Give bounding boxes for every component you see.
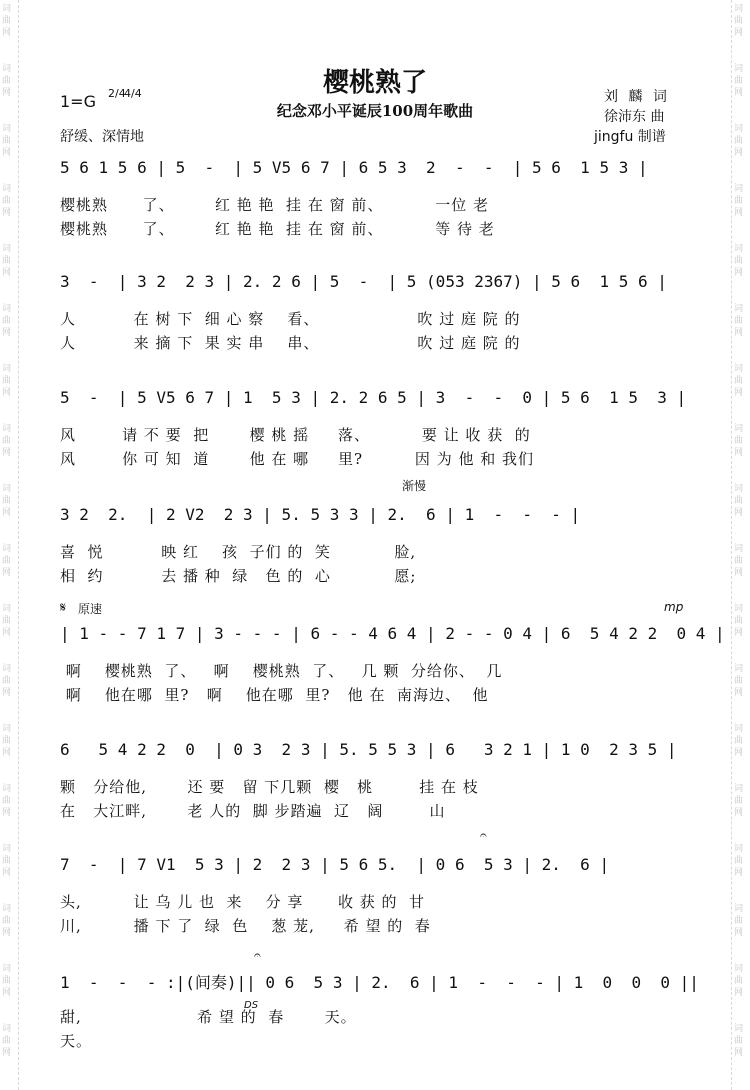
watermark-char: 词 [2, 784, 12, 794]
lyrics-verse1-line-6: 颗 分给他, 还 要 留 下几颗 樱 桃 挂 在 枝 [60, 778, 479, 796]
watermark-char: 曲 [734, 1036, 744, 1046]
watermark-char: 网 [2, 208, 12, 218]
watermark-char: 词 [2, 424, 12, 434]
lyrics-verse1-line-5: 啊 樱桃熟 了、 啊 樱桃熟 了、 几 颗 分给你、 几 [60, 662, 503, 680]
watermark-char: 网 [734, 148, 744, 158]
watermark-char: 词 [2, 1024, 12, 1034]
watermark-char: 网 [734, 808, 744, 818]
watermark-column-left [0, 0, 19, 1090]
watermark-char: 词 [734, 424, 744, 434]
watermark-char: 曲 [734, 316, 744, 326]
watermark-char: 词 [734, 4, 744, 14]
lyrics-verse2-line-6: 在 大江畔, 老 人的 脚 步踏遍 辽 阔 山 [60, 802, 446, 820]
watermark-char: 网 [2, 628, 12, 638]
watermark-char: 词 [734, 844, 744, 854]
fermata-mark-2: 𝄐 [254, 948, 261, 962]
music-line-5: | 1 - - 7 1 7 | 3 - - - | 6 - - 4 6 4 | 2 - - 0 4 | 6 5 4 2 2 0 4 | [60, 624, 725, 643]
watermark-char: 网 [734, 1048, 744, 1058]
watermark-char: 曲 [734, 16, 744, 26]
watermark-char: 网 [734, 208, 744, 218]
watermark-char: 曲 [2, 616, 12, 626]
watermark-char: 词 [734, 184, 744, 194]
watermark-char: 曲 [734, 376, 744, 386]
watermark-char: 词 [734, 124, 744, 134]
watermark-char: 网 [734, 88, 744, 98]
watermark-char: 曲 [734, 76, 744, 86]
watermark-char: 词 [2, 724, 12, 734]
watermark-char: 词 [734, 64, 744, 74]
watermark-char: 网 [734, 448, 744, 458]
lyrics-verse2-line-7: 川, 播 下 了 绿 色 葱 茏, 希 望 的 春 [60, 917, 431, 935]
watermark-char: 曲 [734, 436, 744, 446]
watermark-char: 词 [2, 64, 12, 74]
watermark-char: 词 [2, 124, 12, 134]
music-line-8: 1 - - - :|(间奏)|| 0 6 5 3 | 2. 6 | 1 - - - | 1 0 0 0 || [60, 973, 699, 992]
watermark-char: 网 [2, 748, 12, 758]
composer-credit: 徐沛东 曲 [604, 109, 665, 125]
lyrics-verse2-line-2: 人 来 摘 下 果 实 串 串、 吹 过 庭 院 的 [60, 334, 521, 352]
music-line-7: 7 - | 7 V1 5 3 | 2 2 3 | 5 6 5. | 0 6 5 3 | 2. 6 | [60, 855, 610, 874]
watermark-char: 词 [734, 784, 744, 794]
watermark-char: 网 [734, 628, 744, 638]
lyrics-verse2-line-3: 风 你 可 知 道 他 在 哪 里? 因 为 他 和 我们 [60, 450, 534, 468]
watermark-char: 曲 [2, 736, 12, 746]
song-title: 樱桃熟了 [322, 68, 427, 98]
watermark-char: 网 [2, 928, 12, 938]
segno-mark: 𝄋 [60, 600, 67, 616]
watermark-char: 曲 [2, 976, 12, 986]
watermark-char: 网 [734, 508, 744, 518]
lyrics-verse1-line-4: 喜 悦 映 红 孩 子们 的 笑 脸, [60, 543, 417, 561]
lyrics-verse2-line-4: 相 约 去 播 种 绿 色 的 心 愿; [60, 567, 417, 585]
watermark-char: 曲 [2, 196, 12, 206]
watermark-char: 网 [2, 808, 12, 818]
watermark-char: 网 [2, 448, 12, 458]
watermark-char: 曲 [2, 496, 12, 506]
watermark-char: 词 [734, 964, 744, 974]
watermark-char: 曲 [2, 436, 12, 446]
watermark-char: 曲 [734, 796, 744, 806]
watermark-char: 词 [734, 304, 744, 314]
watermark-char: 曲 [734, 196, 744, 206]
watermark-char: 曲 [734, 856, 744, 866]
lyrics-verse1-line-8: 甜, 希 望 的 春 天。 [60, 1008, 357, 1026]
song-subtitle: 纪念邓小平诞辰100周年歌曲 [276, 102, 474, 120]
lyrics-verse2-line-8: 天。 [60, 1032, 93, 1050]
time-signature-a: 2/4 [108, 87, 126, 100]
time-signature-b: 4/4 [124, 87, 142, 100]
ds-mark: DS [244, 1000, 259, 1011]
watermark-char: 网 [734, 988, 744, 998]
music-line-1: 5 6 1 5 6 | 5 - | 5 V5 6 7 | 6 5 3 2 - - | 5 6 1 5 3 | [60, 158, 648, 177]
watermark-char: 网 [2, 508, 12, 518]
dynamic-mark: mp [664, 600, 684, 614]
music-line-3: 5 - | 5 V5 6 7 | 1 5 3 | 2. 2 6 5 | 3 - - 0 | 5 6 1 5 3 | [60, 388, 687, 407]
watermark-char: 曲 [2, 796, 12, 806]
watermark-char: 网 [2, 148, 12, 158]
watermark-char: 曲 [734, 496, 744, 506]
watermark-char: 词 [2, 544, 12, 554]
watermark-char: 曲 [734, 916, 744, 926]
watermark-char: 词 [734, 484, 744, 494]
watermark-char: 网 [2, 868, 12, 878]
watermark-char: 词 [2, 844, 12, 854]
lyrics-verse1-line-7: 头, 让 乌 儿 也 来 分 享 收 获 的 甘 [60, 893, 426, 911]
watermark-char: 网 [734, 268, 744, 278]
lyrics-verse1-line-1: 樱桃熟 了、 红 艳 艳 挂 在 窗 前、 一位 老 [60, 196, 490, 214]
watermark-char: 曲 [2, 136, 12, 146]
watermark-char: 词 [734, 544, 744, 554]
watermark-char: 网 [734, 328, 744, 338]
watermark-char: 网 [734, 388, 744, 398]
gradual-slow-mark: 渐慢 [402, 479, 427, 493]
watermark-char: 曲 [2, 556, 12, 566]
a-tempo-mark: 原速 [78, 602, 103, 616]
watermark-char: 词 [2, 304, 12, 314]
watermark-char: 曲 [2, 1036, 12, 1046]
watermark-char: 曲 [2, 676, 12, 686]
music-line-2: 3 - | 3 2 2 3 | 2. 2 6 | 5 - | 5 (053 2367) | 5 6 1 5 6 | [60, 272, 667, 291]
lyrics-verse1-line-3: 风 请 不 要 把 樱 桃 摇 落、 要 让 收 获 的 [60, 426, 531, 444]
watermark-char: 网 [2, 988, 12, 998]
watermark-char: 网 [734, 928, 744, 938]
watermark-char: 曲 [734, 136, 744, 146]
fermata-mark-1: 𝄐 [480, 828, 487, 842]
watermark-char: 网 [2, 388, 12, 398]
watermark-char: 网 [734, 568, 744, 578]
watermark-char: 曲 [734, 256, 744, 266]
watermark-char: 曲 [734, 676, 744, 686]
watermark-char: 词 [734, 724, 744, 734]
watermark-char: 网 [734, 868, 744, 878]
watermark-char: 曲 [2, 16, 12, 26]
watermark-char: 曲 [2, 316, 12, 326]
watermark-char: 词 [2, 664, 12, 674]
lyrics-verse1-line-2: 人 在 树 下 细 心 察 看、 吹 过 庭 院 的 [60, 310, 521, 328]
watermark-char: 词 [2, 904, 12, 914]
watermark-column-right [731, 0, 750, 1090]
watermark-char: 词 [734, 904, 744, 914]
watermark-char: 曲 [2, 256, 12, 266]
lyrics-verse2-line-1: 樱桃熟 了、 红 艳 艳 挂 在 窗 前、 等 待 老 [60, 220, 495, 238]
watermark-char: 曲 [2, 916, 12, 926]
watermark-char: 曲 [734, 976, 744, 986]
watermark-char: 曲 [734, 556, 744, 566]
watermark-char: 词 [734, 1024, 744, 1034]
watermark-char: 词 [2, 964, 12, 974]
key-signature: 1=G [60, 92, 96, 111]
watermark-char: 网 [2, 88, 12, 98]
tempo-marking: 舒缓、深情地 [60, 129, 144, 145]
watermark-char: 网 [2, 268, 12, 278]
watermark-char: 词 [734, 244, 744, 254]
watermark-char: 网 [2, 568, 12, 578]
lyricist-credit: 刘 麟 词 [604, 89, 670, 105]
watermark-char: 词 [2, 244, 12, 254]
watermark-char: 网 [2, 688, 12, 698]
watermark-char: 网 [734, 688, 744, 698]
watermark-char: 曲 [734, 616, 744, 626]
watermark-char: 曲 [734, 736, 744, 746]
watermark-char: 网 [734, 28, 744, 38]
watermark-char: 网 [734, 748, 744, 758]
watermark-char: 词 [2, 4, 12, 14]
watermark-char: 曲 [2, 856, 12, 866]
watermark-char: 词 [2, 184, 12, 194]
watermark-char: 词 [734, 364, 744, 374]
watermark-char: 词 [2, 484, 12, 494]
watermark-char: 词 [734, 604, 744, 614]
transcriber-credit: jingfu 制谱 [594, 129, 666, 145]
watermark-char: 词 [2, 364, 12, 374]
watermark-char: 词 [2, 604, 12, 614]
watermark-char: 曲 [2, 376, 12, 386]
watermark-char: 曲 [2, 76, 12, 86]
music-line-4: 3 2 2. | 2 V2 2 3 | 5. 5 3 3 | 2. 6 | 1 - - - | [60, 505, 581, 524]
watermark-char: 网 [2, 28, 12, 38]
lyrics-verse2-line-5: 啊 他在哪 里? 啊 他在哪 里? 他 在 南海边、 他 [60, 686, 489, 704]
watermark-char: 网 [2, 1048, 12, 1058]
music-line-6: 6 5 4 2 2 0 | 0 3 2 3 | 5. 5 5 3 | 6 3 2 1 | 1 0 2 3 5 | [60, 740, 677, 759]
watermark-char: 词 [734, 664, 744, 674]
watermark-char: 网 [2, 328, 12, 338]
